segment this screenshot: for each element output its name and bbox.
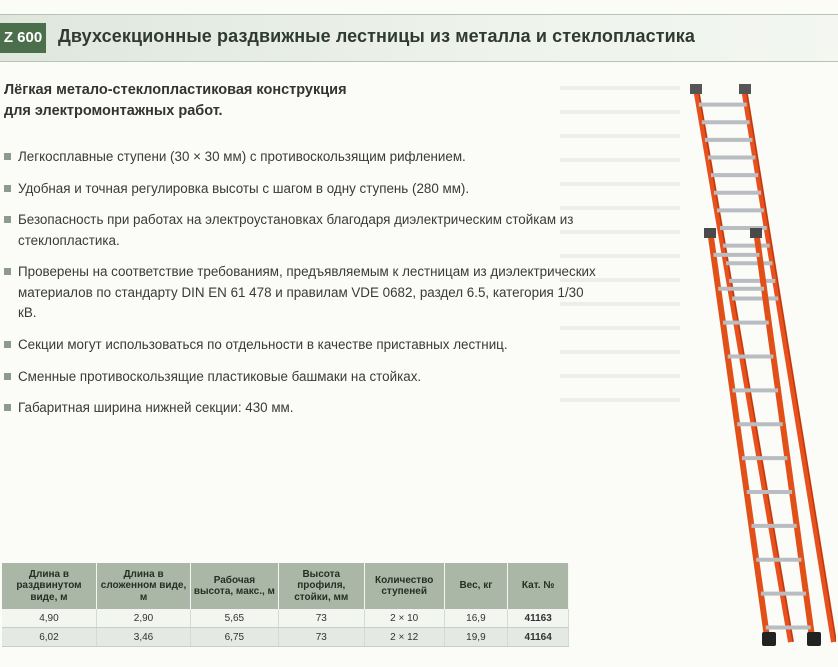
feature-item [4, 262, 603, 324]
ladder-foot [807, 632, 821, 646]
table-cell: 2,90 [96, 609, 190, 628]
table-cell: 2 × 10 [364, 609, 444, 628]
feature-text: Габаритная ширина нижней секции: 430 мм. [18, 399, 294, 415]
feature-item [4, 179, 604, 200]
feature-item [4, 398, 604, 419]
ladder-top-cap [690, 84, 702, 94]
table-header-row [2, 563, 569, 609]
specifications-table [2, 563, 569, 647]
feature-item [4, 210, 583, 251]
square-bullet-icon [4, 185, 11, 192]
section-header [0, 14, 838, 62]
table-cell: 73 [278, 628, 364, 647]
feature-text: Секции могут использоваться по отдельности в качестве приставных лестниц. [18, 336, 508, 352]
subtitle-line-2: для электромонтажных работ. [4, 103, 223, 119]
ladder-top-cap [739, 84, 751, 94]
square-bullet-icon [4, 153, 11, 160]
square-bullet-icon [4, 404, 11, 411]
feature-list [4, 147, 604, 418]
subtitle-line-1: Лёгкая метало-стеклопластиковая конструкция [4, 82, 347, 98]
ladder-hook [750, 228, 762, 238]
column-header: Рабочая высота, макс., м [191, 563, 279, 609]
table-row [2, 628, 569, 647]
column-header: Кат. № [508, 563, 569, 609]
column-header: Длина в раздвинутом виде, м [2, 563, 96, 609]
ladder-upper-rungs [699, 105, 778, 299]
ladder-hook [704, 228, 716, 238]
feature-text: Проверены на соответствие требованиям, предъявляемым к лестницам из диэлектрических материалов по стандарту DIN EN 61 478 и правилам VDE 0682, раздел 6.5, категория 1/30 кВ. [18, 264, 596, 320]
feature-text: Легкосплавные ступени (30 × 30 мм) с противоскользящим рифлением. [18, 149, 466, 164]
ladder-lower-rungs [713, 255, 810, 628]
catalog-number-cell: 41163 [508, 609, 569, 628]
feature-item [4, 147, 604, 168]
feature-text: Сменные противоскользящие пластиковые башмаки на стойках. [18, 369, 422, 384]
section-title: Двухсекционные раздвижные лестницы из металла и стеклопластика [58, 26, 695, 46]
column-header: Длина в сложенном виде, м [96, 563, 190, 609]
catalog-number-cell: 41164 [508, 628, 569, 647]
square-bullet-icon [4, 373, 11, 380]
square-bullet-icon [4, 268, 11, 275]
table-cell: 4,90 [2, 609, 96, 628]
feature-item [4, 367, 604, 388]
square-bullet-icon [4, 341, 11, 348]
feature-item [4, 335, 604, 356]
table-cell: 16,9 [444, 609, 508, 628]
table-cell: 2 × 12 [364, 628, 444, 647]
square-bullet-icon [4, 216, 11, 223]
table-cell: 6,75 [191, 628, 279, 647]
table-row [2, 609, 569, 628]
table-cell: 6,02 [2, 628, 96, 647]
ladder-lower-section [710, 230, 813, 644]
table-cell: 3,46 [96, 628, 190, 647]
column-header: Высота профиля, стойки, мм [278, 563, 364, 609]
product-code-badge: Z 600 [0, 23, 46, 53]
feature-text: Удобная и точная регулировка высоты с шагом в одну ступень (280 мм). [18, 180, 470, 196]
extension-ladder-photo [676, 82, 836, 652]
table-cell: 19,9 [444, 628, 508, 647]
product-subtitle [4, 80, 404, 122]
column-header: Вес, кг [444, 563, 508, 609]
table-cell: 73 [278, 609, 364, 628]
feature-text: Безопасность при работах на электроустановках благодаря диэлектрическим стойкам из стеклопластика. [18, 212, 574, 248]
bleed-through-texture [560, 86, 680, 486]
column-header: Количество ступеней [364, 563, 444, 609]
ladder-foot [762, 632, 776, 646]
table-cell: 5,65 [191, 609, 279, 628]
